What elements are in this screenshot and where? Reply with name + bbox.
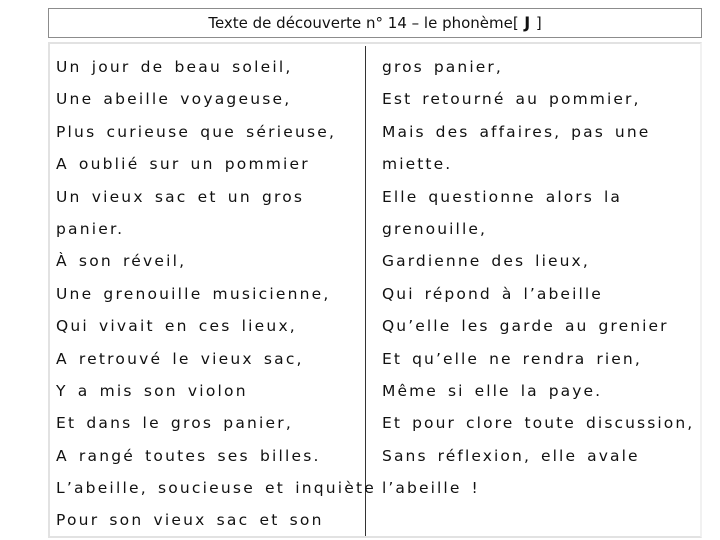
poem-line: Gardienne des lieux, bbox=[382, 252, 590, 271]
poem-line: gros panier, bbox=[382, 58, 503, 76]
poem-line: Qu’elle les garde au grenier bbox=[382, 317, 669, 336]
poem-line: Sans réflexion, elle avale bbox=[382, 446, 640, 465]
poem-line: miette. bbox=[382, 155, 453, 174]
poem-line: Mais des affaires, pas une bbox=[382, 122, 651, 141]
poem-line: Un vieux sac et un gros bbox=[56, 187, 305, 206]
poem-line: Même si elle la paye. bbox=[382, 381, 603, 400]
poem-line: Plus curieuse que sérieuse, bbox=[56, 122, 337, 141]
poem-line: Pour son vieux sac et son bbox=[56, 511, 324, 530]
poem-line: Et qu’elle ne rendra rien, bbox=[382, 349, 642, 368]
poem-line: Y a mis son violon bbox=[56, 381, 248, 400]
poem-line: A oublié sur un pommier bbox=[56, 155, 310, 174]
poem-line: Une abeille voyageuse, bbox=[56, 90, 292, 109]
poem-line: Et pour clore toute discussion, bbox=[382, 414, 695, 433]
title-text: Texte de découverte n° 14 – le phonème[ bbox=[208, 14, 519, 32]
poem-line: Elle questionne alors la bbox=[382, 187, 622, 206]
poem-line: Qui répond à l’abeille bbox=[382, 284, 603, 303]
title-box bbox=[48, 8, 702, 38]
phoneme-symbol: J bbox=[518, 13, 536, 32]
poem-line: l’abeille ! bbox=[382, 479, 480, 498]
poem-line: Et dans le gros panier, bbox=[56, 414, 293, 433]
poem-line: Est retourné au pommier, bbox=[382, 90, 641, 109]
poem-line: Un jour de beau soleil, bbox=[56, 58, 293, 76]
poem-line: A retrouvé le vieux sac, bbox=[56, 349, 304, 368]
title-closing-bracket: ] bbox=[535, 14, 542, 32]
column-divider bbox=[365, 46, 366, 536]
poem-right-column bbox=[382, 51, 698, 504]
poem-line: Qui vivait en ces lieux, bbox=[56, 317, 297, 336]
poem-line: L’abeille, soucieuse et inquiète bbox=[56, 479, 377, 498]
poem-line: Une grenouille musicienne, bbox=[56, 284, 331, 303]
poem-line: grenouille, bbox=[382, 219, 488, 238]
poem-line: A rangé toutes ses billes. bbox=[56, 446, 321, 465]
poem-line: À son réveil, bbox=[56, 252, 187, 271]
poem-left-column bbox=[56, 51, 377, 537]
poem-line: panier. bbox=[56, 219, 125, 238]
